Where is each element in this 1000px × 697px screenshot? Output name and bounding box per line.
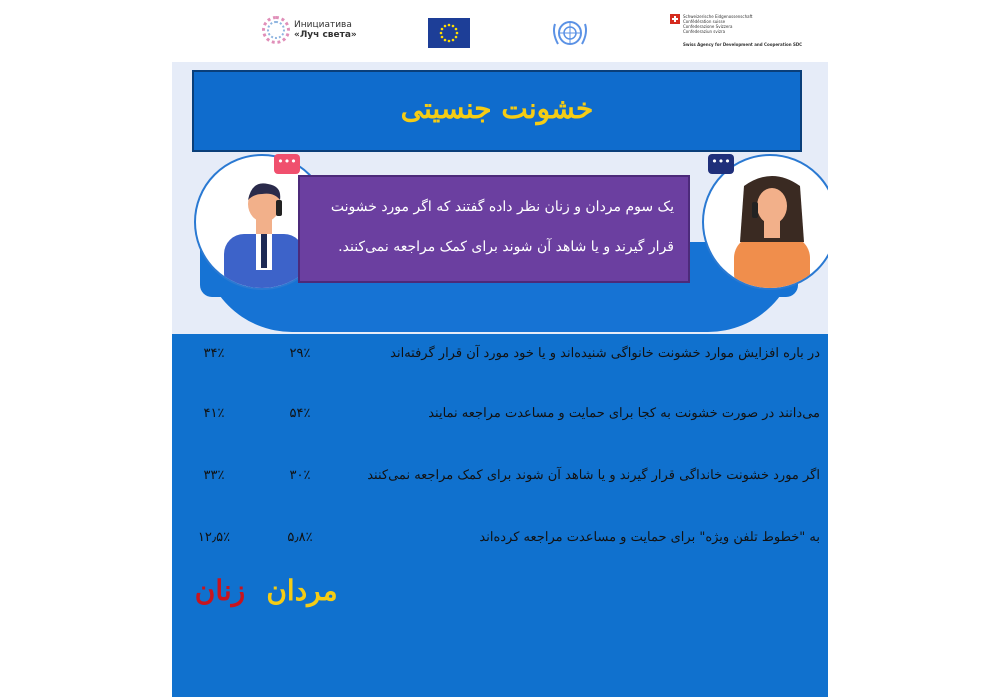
infographic-card [172,0,828,697]
title-banner [192,70,802,152]
stat-women-value: ۳۴٪ [203,346,225,361]
swiss-cross-icon [670,14,680,24]
eu-stars-icon [428,18,470,48]
stat-men-value: ۳۰٪ [289,468,311,483]
un-globe-icon [550,16,590,50]
stat-description: به "خطوط تلفن ویژه" برای حمایت و مساعدت مراجعه کرده‌اند [479,530,820,545]
logo-strip [172,0,828,62]
light-ray-initiative-logo [262,14,357,48]
stat-men-value: ۲۹٪ [289,346,311,361]
stat-women-value: ۳۳٪ [203,468,225,483]
woman-on-phone-avatar [702,154,828,290]
statement-box [298,175,690,283]
light-ray-logo-text [294,20,357,40]
swiss-line: Confederazione Svizzera [683,24,733,29]
inner-ring-icon [267,21,285,39]
stat-description: می‌دانند در صورت خشونت به کجا برای حمایت و مساعدت مراجعه نمایند [428,406,820,421]
stat-row [172,346,828,376]
stat-row [172,468,828,498]
page-title: خشونت جنسیتی [400,92,594,125]
stat-description: در باره افزایش موارد خشونت خانواگی شنیده‌اند و یا خود مورد آن قرار گرفته‌اند [390,346,820,361]
stat-men-value: ۵٫۸٪ [287,530,313,545]
un-emblem-logo [550,16,590,50]
light-ray-line1: Инициатива [294,20,352,30]
swiss-line: Schweizerische Eidgenossenschaft [683,14,753,19]
swiss-sdc-logo [670,14,803,54]
stat-men-value: ۵۴٪ [289,406,311,421]
light-ray-line2: «Луч света» [294,30,357,40]
woman-figure-icon [704,156,828,290]
stat-women-value: ۱۲٫۵٪ [197,530,231,545]
stat-row [172,530,828,560]
speech-bubble-icon: ••• [274,154,300,174]
legend-men-label: مردان [266,574,338,607]
phone-call-illustration [172,62,828,334]
swiss-line: Confédération suisse [683,19,726,24]
stat-description: اگر مورد خشونت خانداگی قرار گیرند و یا شاهد آن شوند برای کمک مراجعه نمی‌کنند [367,468,820,483]
speech-bubble-icon: ••• [708,154,734,174]
eu-flag-logo [428,18,470,48]
statement-text: یک سوم مردان و زنان نظر داده گفتند که اگر مورد خشونت قرار گیرند و یا شاهد آن شوند برای کمک مراجعه نمی‌کنند. [330,199,674,255]
stat-row [172,406,828,436]
swiss-line: Confederaziun svizra [683,29,726,34]
swiss-confederation-text [683,14,752,34]
statistics-panel [172,334,828,697]
legend-women-label: زنان [194,574,246,607]
sdc-text: Swiss Agency for Development and Cooperation SDC [683,42,803,47]
stat-women-value: ۴۱٪ [203,406,225,421]
